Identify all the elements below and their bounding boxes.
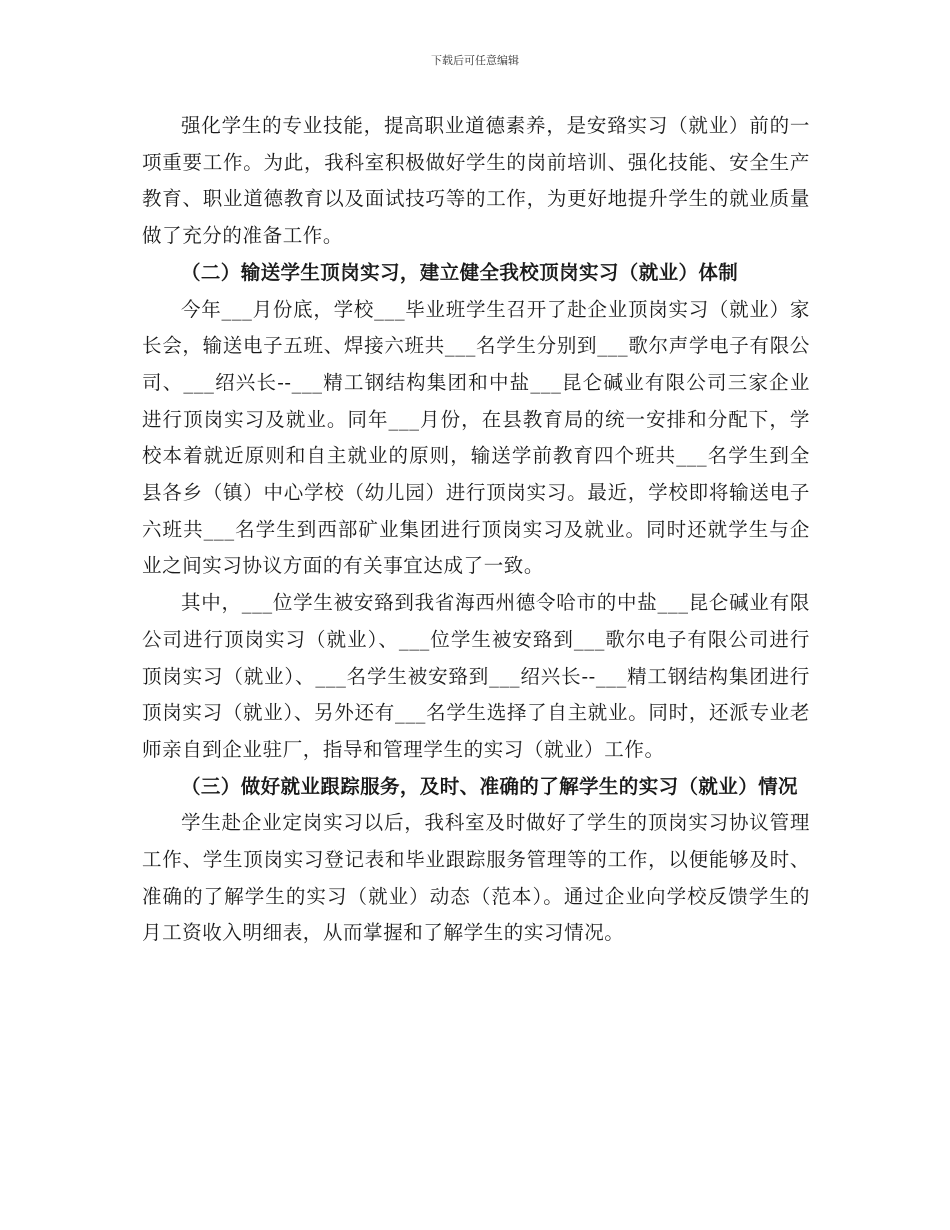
paragraph-tracking-service: 学生赴企业定岗实习以后，我科室及时做好了学生的顶岗实习协议管理工作、学生顶岗实习登记表和毕业跟踪服务管理等的工作，以便能够及时、准确的了解学生的实习（就业）动态（范本）。通过企业向学校反馈学生的月工资收入明细表，从而掌握和了解学生的实习情况。: [142, 811, 810, 945]
paragraph-skills: 强化学生的专业技能，提高职业道德素养，是安臵实习（就业）前的一项重要工作。为此，我科室积极做好学生的岗前培训、强化技能、安全生产教育、职业道德教育以及面试技巧等的工作，为更好地提升学生的就业质量做了充分的准备工作。: [142, 114, 810, 248]
paragraph-internship-dispatch: 今年___月份底，学校___毕业班学生召开了赴企业顶岗实习（就业）家长会，输送电子五班、焊接六班共___名学生分别到___歌尔声学电子有限公司、___绍兴长--___精工钢结构集团和中盐___昆仑碱业有限公司三家企业进行顶岗实习及就业。同年___月份，在县教育局的统一安排和分配下，学校本着就近原则和自主就业的原则，输送学前教育四个班共___名学生到全县各乡（镇）中心学校（幼儿园）进行顶岗实习。最近，学校即将输送电子六班共___名学生到西部矿业集团进行顶岗实习及就业。同时还就学生与企业之间实习协议方面的有关事宜达成了一致。: [142, 297, 810, 578]
section-heading-3: （三）做好就业跟踪服务，及时、准确的了解学生的实习（就业）情况: [181, 774, 798, 798]
section-heading-2: （二）输送学生顶岗实习，建立健全我校顶岗实习（就业）体制: [181, 260, 739, 284]
page-header: 下载后可任意编辑: [431, 54, 519, 67]
document-body: [142, 108, 810, 952]
paragraph-placement-details: 其中，___位学生被安臵到我省海西州德令哈市的中盐___昆仑碱业有限公司进行顶岗实习（就业）、___位学生被安臵到___歌尔电子有限公司进行顶岗实习（就业）、___名学生被安臵到___绍兴长--___精工钢结构集团进行顶岗实习（就业）、另外还有___名学生选择了自主就业。同时，还派专业老师亲自到企业驻厂，指导和管理学生的实习（就业）工作。: [142, 591, 810, 761]
